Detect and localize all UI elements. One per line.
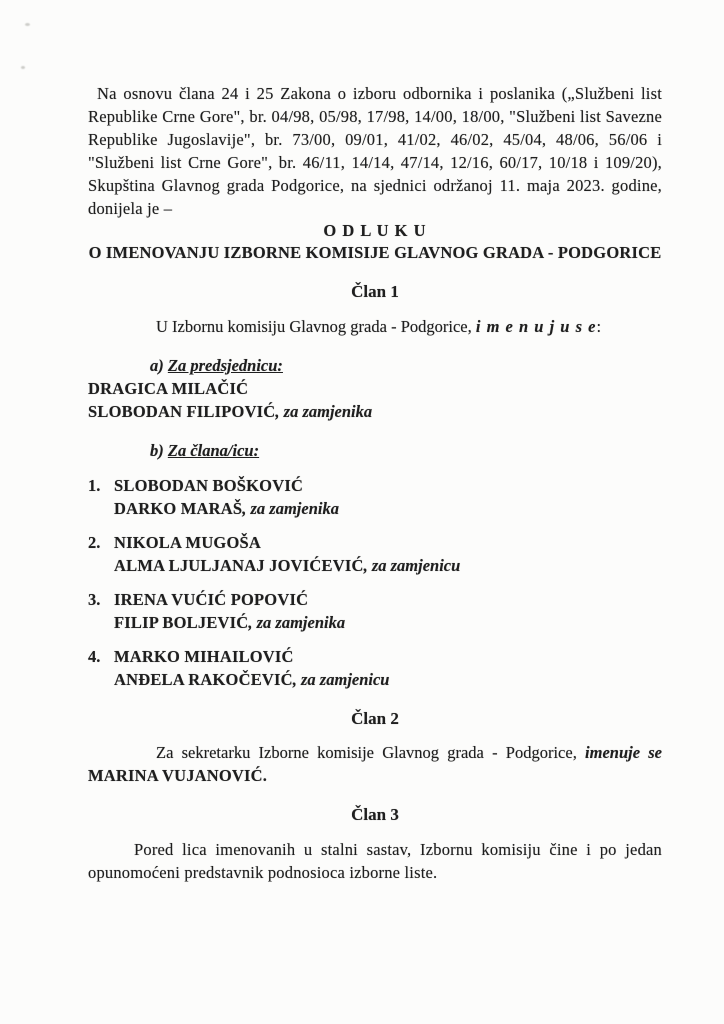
decision-title [88,220,662,264]
section-b-title: Za člana/icu: [167,441,260,460]
article-2-heading: Član 2 [351,709,399,728]
section-a-title: Za predsjednicu: [167,356,283,375]
member-deputy-name: DARKO MARAŠ [114,499,243,518]
president-deputy-line [88,400,662,423]
member-number: 4. [88,647,101,666]
member-deputy-role: , za zamjenicu [292,670,390,689]
article-1-intro-colon: : [596,317,602,336]
scan-artifact-speck [25,23,30,26]
section-b-label [150,439,662,462]
member-deputy-name: ANĐELA RAKOČEVIĆ [114,670,293,689]
member-item [88,474,662,520]
president-deputy-name: SLOBODAN FILIPOVIĆ [88,402,276,421]
member-deputy-name: ALMA LJULJANAJ JOVIĆEVIĆ [114,556,364,575]
member-deputy-role: , za zamjenicu [363,556,461,575]
president-deputy-role: , za zamjenika [275,402,373,421]
member-deputy-line [88,554,662,577]
member-name: NIKOLA MUGOŠA [114,533,261,552]
article-1-intro-emphasis: i m e n u j u s e [475,317,597,336]
member-deputy-line [88,497,662,520]
member-name-line [88,588,662,611]
member-name: SLOBODAN BOŠKOVIĆ [114,476,304,495]
member-name-line [88,645,662,668]
member-name: MARKO MIHAILOVIĆ [114,647,294,666]
member-deputy-role: , za zamjenika [248,613,346,632]
member-name-line [88,531,662,554]
members-list [88,474,662,691]
member-deputy-line [88,611,662,634]
member-number: 3. [88,590,101,609]
member-number: 2. [88,533,101,552]
member-deputy-name: FILIP BOLJEVIĆ [114,613,249,632]
member-item [88,588,662,634]
member-item [88,645,662,691]
article-3-text: Pored lica imenovanih u stalni sastav, Izbornu komisiju čine i po jedan opunomoćeni predstavnik podnosioca izborne liste. [88,840,662,882]
legal-basis-paragraph: Na osnovu člana 24 i 25 Zakona o izboru odbornika i poslanika („Službeni list Republike Crne Gore", br. 04/98, 05/98, 17/98, 14/00, 18/00, "Službeni list Savezne Republike Jugoslavije", br. 73/00, 09/01, 41/02, 46/02, 45/04, 48/06, 56/06 i "Službeni list Crne Gore", br. 46/11, 14/14, 47/14, 12/16, 60/17, 10/18 i 109/20), Skupština Glavnog grada Podgorice, na sjednici održanoj 11. maja 2023. godine, donijela je – [88,84,662,218]
secretary-name: MARINA VUJANOVIĆ. [88,766,268,785]
member-deputy-role: , za zamjenika [242,499,339,518]
president-name: DRAGICA MILAČIĆ [88,379,249,398]
section-a-letter: a) [150,356,164,375]
article-2-text-prefix: Za sekretarku Izborne komisije Glavnog grada - Podgorice, [156,743,586,762]
article-2-text-emphasis: imenuje se [585,743,662,762]
member-item [88,531,662,577]
member-number: 1. [88,476,101,495]
article-2-text [88,741,662,764]
scan-artifact-speck [21,66,25,69]
section-a-label [150,354,662,377]
article-1-heading: Član 1 [351,282,399,301]
article-1-intro-text: U Izbornu komisiju Glavnog grada - Podgorice, [156,317,476,336]
member-deputy-line [88,668,662,691]
member-name-line [88,474,662,497]
member-name: IRENA VUĆIĆ POPOVIĆ [114,590,309,609]
decision-title-word: O D L U K U [323,221,427,240]
article-3-heading: Član 3 [351,805,399,824]
president-appointments [88,377,662,423]
decision-title-subject: O IMENOVANJU IZBORNE KOMISIJE GLAVNOG GRADA - PODGORICE [88,243,662,262]
section-b-letter: b) [150,441,164,460]
article-1-intro [88,315,662,338]
